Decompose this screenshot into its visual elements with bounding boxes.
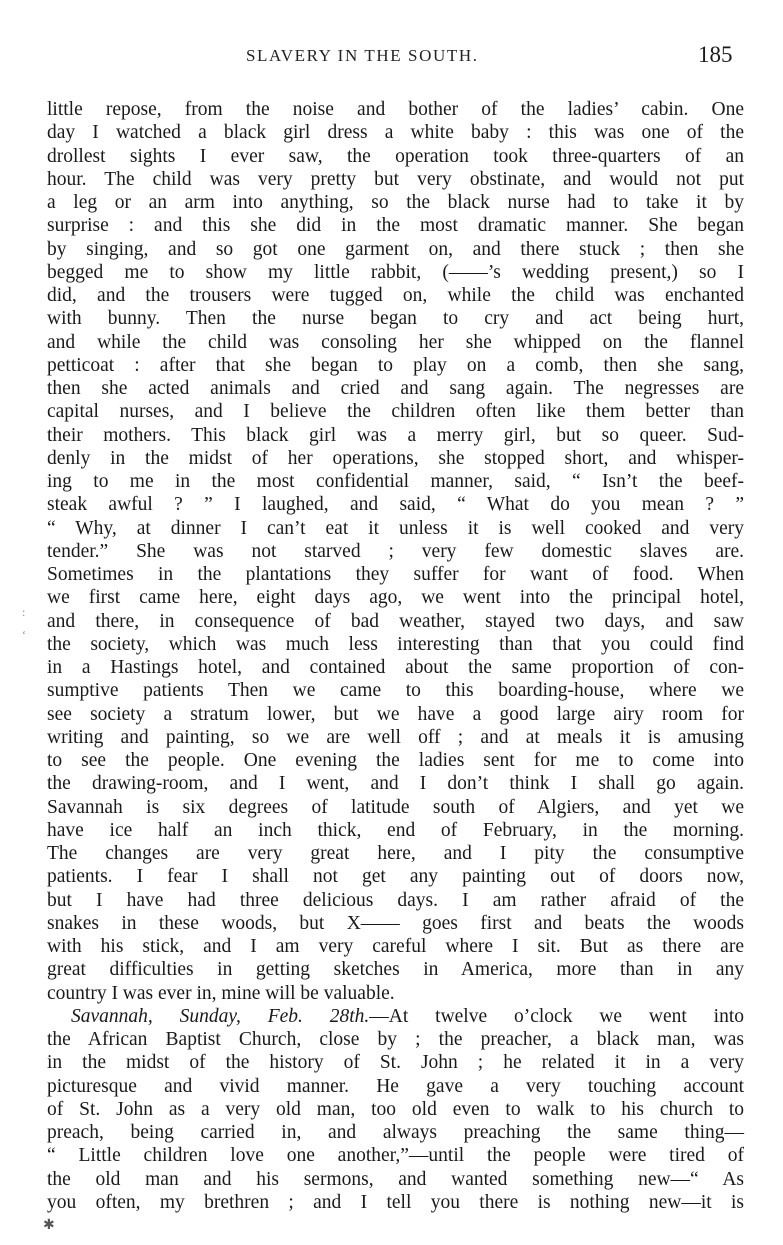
ink-blot: ✱ xyxy=(43,1218,55,1233)
text-line: “ Why, at dinner I can’t eat it unless it is well cooked and very xyxy=(47,517,744,539)
text-line: ing to me in the most confidential manner, said, “ Isn’t the beef- xyxy=(47,471,744,492)
text-line: Sometimes in the plantations they suffer for want of food. When xyxy=(47,564,744,585)
text-line: patients. I fear I shall not get any painting out of doors now, xyxy=(47,866,744,888)
text-line: the drawing-room, and I went, and I don’t think I shall go again. xyxy=(47,773,744,795)
text-line: hour. The child was very pretty but very obstinate, and would not put xyxy=(47,168,744,190)
text-line: in the midst of the history of St. John ; he related it in a very xyxy=(47,1052,744,1074)
text-line: did, and the trousers were tugged on, while the child was enchanted xyxy=(47,285,744,306)
text-line: the old man and his sermons, and wanted something new—“ As xyxy=(47,1168,744,1190)
text-line: picturesque and vivid manner. He gave a very touching account xyxy=(47,1075,744,1097)
text-line: but I have had three delicious days. I am rather afraid of the xyxy=(47,889,744,911)
page-number: 185 xyxy=(698,42,733,67)
text-line: the African Baptist Church, close by ; the preacher, a black man, was xyxy=(47,1029,744,1050)
body-text xyxy=(47,98,744,1214)
text-line: by singing, and so got one garment on, and there stuck ; then she xyxy=(47,238,744,260)
text-line: tender.” She was not starved ; very few domestic slaves are. xyxy=(47,540,744,562)
text-line: in a Hastings hotel, and contained about the same proportion of con- xyxy=(47,657,744,678)
running-head: SLAVERY IN THE SOUTH. xyxy=(246,46,479,65)
text-line: capital nurses, and I believe the children often like them better than xyxy=(47,401,744,423)
text-line: begged me to show my little rabbit, (——’s wedding present,) so I xyxy=(47,261,744,283)
text-line: and there, in consequence of bad weather, stayed two days, and saw xyxy=(47,610,744,632)
text-line: Savannah is six degrees of latitude south of Algiers, and yet we xyxy=(47,796,744,818)
dated-entry-first-line xyxy=(47,1005,744,1028)
entry-date: Savannah, Sunday, Feb. 28th. xyxy=(71,1005,370,1027)
text-line: little repose, from the noise and bother of the ladies’ cabin. One xyxy=(47,99,744,120)
text-line: with bunny. Then the nurse began to cry and act being hurt, xyxy=(47,308,744,330)
text-line: a leg or an arm into anything, so the black nurse had to take it by xyxy=(47,192,744,213)
text-line: have ice half an inch thick, end of February, in the morning. xyxy=(47,819,744,841)
text-line: surprise : and this she did in the most dramatic manner. She began xyxy=(47,215,744,237)
text-line: sumptive patients Then we came to this boarding-house, where we xyxy=(47,680,744,702)
text-line: great difficulties in getting sketches in America, more than in any xyxy=(47,959,744,981)
entry-first-line-text: —At twelve o’clock we went into xyxy=(369,1005,745,1027)
text-line: you often, my brethren ; and I tell you there is nothing new—it is xyxy=(47,1191,744,1213)
paragraph-last-line: country I was ever in, mine will be valuable. xyxy=(47,982,395,1004)
text-line: their mothers. This black girl was a merry girl, but so queer. Sud- xyxy=(47,424,744,446)
text-line: writing and painting, so we are well off ; and at meals it is amusing xyxy=(47,726,744,748)
text-line: of St. John as a very old man, too old even to walk to his church to xyxy=(47,1098,744,1120)
text-line: we first came here, eight days ago, we went into the principal hotel, xyxy=(47,587,744,609)
text-line: drollest sights I ever saw, the operation took three-quarters of an xyxy=(47,145,744,167)
text-line: snakes in these woods, but X—— goes first and beats the woods xyxy=(47,912,744,934)
margin-speck: ‘ xyxy=(22,628,26,642)
text-line: see society a stratum lower, but we have a good large airy room for xyxy=(47,703,744,725)
text-line: preach, being carried in, and always preaching the same thing— xyxy=(47,1122,744,1143)
text-line: petticoat : after that she began to play on a comb, then she sang, xyxy=(47,354,744,376)
margin-speck: : xyxy=(22,605,26,619)
text-line: steak awful ? ” I laughed, and said, “ What do you mean ? ” xyxy=(47,494,744,516)
text-line: and while the child was consoling her she whipped on the flannel xyxy=(47,331,744,353)
text-line: day I watched a black girl dress a white baby : this was one of the xyxy=(47,122,744,144)
text-line: then she acted animals and cried and sang again. The negresses are xyxy=(47,378,744,399)
text-line: The changes are very great here, and I pity the consumptive xyxy=(47,843,744,864)
text-line: to see the people. One evening the ladies sent for me to come into xyxy=(47,750,744,771)
text-line: with his stick, and I am very careful where I sit. But as there are xyxy=(47,936,744,957)
text-line: denly in the midst of her operations, she stopped short, and whisper- xyxy=(47,447,744,469)
text-line: “ Little children love one another,”—until the people were tired of xyxy=(47,1145,744,1167)
text-line: the society, which was much less interesting than that you could find xyxy=(47,633,744,655)
